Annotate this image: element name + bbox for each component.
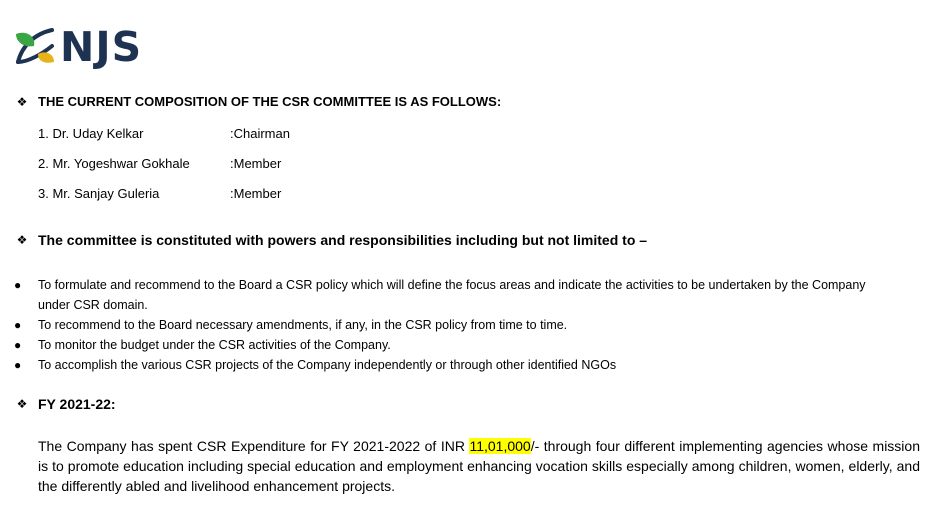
bullet-dot-icon: ● bbox=[14, 338, 22, 352]
list-item bbox=[14, 355, 894, 375]
fy-heading bbox=[14, 396, 116, 412]
diamond-bullet-icon: ❖ bbox=[16, 233, 28, 247]
member-name: 2. Mr. Yogeshwar Gokhale bbox=[38, 156, 190, 171]
member-name: 1. Dr. Uday Kelkar bbox=[38, 126, 144, 141]
csr-expenditure-paragraph bbox=[38, 436, 920, 496]
committee-composition-heading bbox=[14, 94, 501, 109]
highlighted-amount: 11,01,000 bbox=[469, 438, 531, 454]
list-item-text: To monitor the budget under the CSR activities of the Company. bbox=[38, 338, 391, 352]
logo-text: NJS bbox=[60, 23, 143, 71]
list-item bbox=[14, 275, 894, 315]
njs-logo bbox=[12, 24, 142, 70]
list-item-text: To formulate and recommend to the Board a CSR policy which will define the focus areas and indicate the activities to be undertaken by the Company under CSR domain. bbox=[38, 278, 866, 312]
member-row bbox=[38, 126, 290, 141]
committee-powers-heading-text: The committee is constituted with powers and responsibilities including but not limited to – bbox=[38, 232, 648, 248]
list-item-text: To recommend to the Board necessary amendments, if any, in the CSR policy from time to time. bbox=[38, 318, 568, 332]
committee-powers-heading bbox=[14, 232, 647, 248]
paragraph-text-start: The Company has spent CSR Expenditure for FY 2021-2022 of INR bbox=[38, 438, 470, 454]
list-item bbox=[14, 335, 894, 355]
fy-heading-text: FY 2021-22: bbox=[38, 396, 116, 412]
list-item-text: To accomplish the various CSR projects of the Company independently or through other identified NGOs bbox=[38, 358, 617, 372]
responsibilities-list bbox=[14, 275, 894, 375]
member-role: :Member bbox=[230, 156, 282, 171]
paragraph-text-end: /- through four different implementing agencies whose mission is to promote education including special education and employment enhancing vocation skills especially among children, women, elderly, and the differently abled and livelihood enhancement projects. bbox=[38, 438, 920, 494]
bullet-dot-icon: ● bbox=[14, 278, 22, 292]
bullet-dot-icon: ● bbox=[14, 318, 22, 332]
member-role: :Chairman bbox=[230, 126, 290, 141]
member-role: :Member bbox=[230, 186, 282, 201]
member-row bbox=[38, 186, 281, 201]
member-name: 3. Mr. Sanjay Guleria bbox=[38, 186, 160, 201]
list-item bbox=[14, 315, 894, 335]
member-row bbox=[38, 156, 281, 171]
diamond-bullet-icon: ❖ bbox=[16, 397, 28, 411]
committee-composition-heading-text: THE CURRENT COMPOSITION OF THE CSR COMMITTEE IS AS FOLLOWS: bbox=[38, 94, 502, 109]
bullet-dot-icon: ● bbox=[14, 358, 22, 372]
diamond-bullet-icon: ❖ bbox=[16, 94, 28, 109]
njs-leaf-icon bbox=[12, 24, 58, 70]
